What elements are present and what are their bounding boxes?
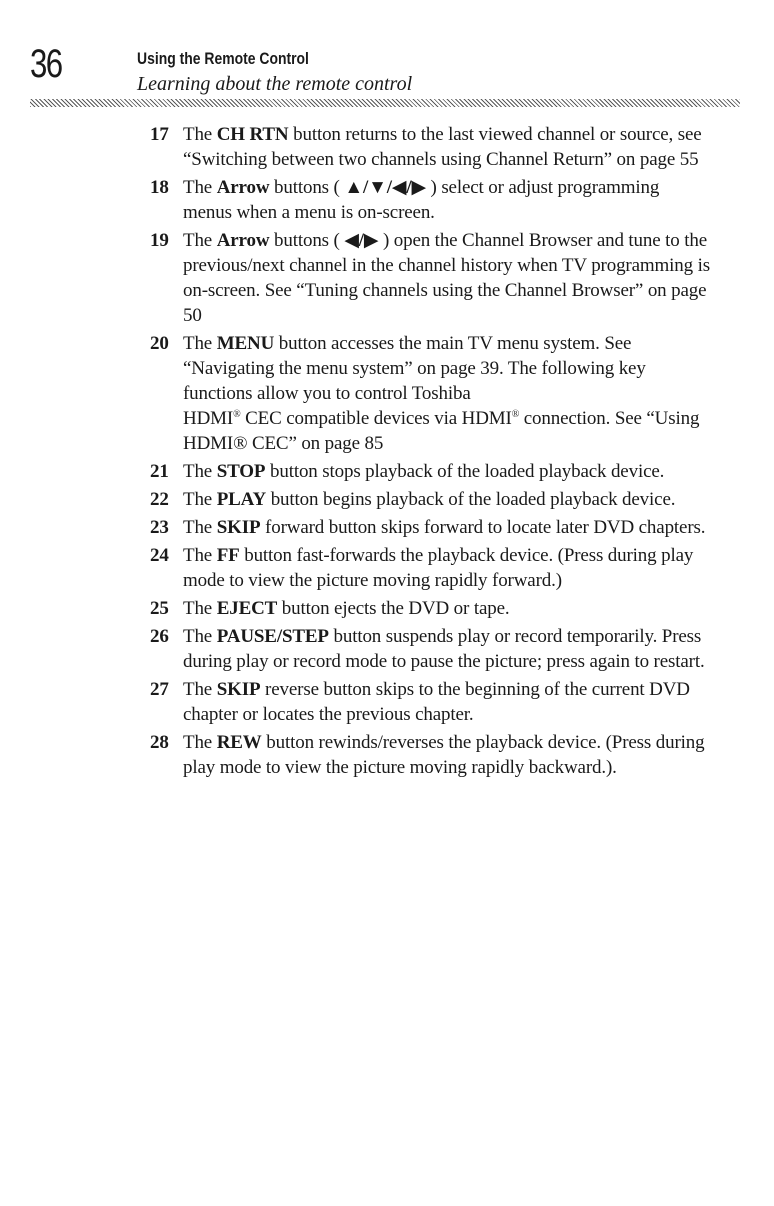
item-number: 18 (150, 177, 169, 198)
section-subtitle: Learning about the remote control (137, 73, 413, 95)
item-text (183, 489, 675, 510)
bold-term: REW (216, 732, 262, 753)
bold-term: SKIP (216, 517, 261, 538)
item-text (183, 124, 702, 170)
bold-term: ▲/▼/◀/▶ (344, 177, 426, 198)
text-run: The (183, 489, 217, 510)
item-number: 17 (150, 124, 169, 145)
text-run: reverse button skips to the beginning of the current DVD chapter or locates the previous chapter. (183, 679, 690, 725)
item-number: 21 (150, 461, 169, 482)
bold-term: SKIP (216, 679, 261, 700)
list-item (150, 624, 710, 674)
bold-term: MENU (216, 333, 275, 354)
text-run: The (183, 598, 217, 619)
bold-term: PLAY (216, 489, 267, 510)
item-number: 28 (150, 732, 169, 753)
item-number: 24 (150, 545, 169, 566)
text-run: button rewinds/reverses the playback device. (Press during play mode to view the picture moving rapidly backward.). (183, 732, 705, 778)
list-item (150, 175, 710, 225)
section-title: Using the Remote Control (137, 49, 309, 68)
bold-term: ◀/▶ (344, 230, 379, 251)
text-run: The (183, 626, 217, 647)
item-number: 20 (150, 333, 169, 354)
bold-term: CH RTN (216, 124, 289, 145)
item-text (183, 732, 704, 778)
item-text (183, 598, 509, 619)
text-run: buttons ( (269, 177, 345, 198)
item-text (183, 333, 699, 454)
page-number: 36 (30, 42, 62, 86)
list-item (150, 730, 710, 780)
text-run: button returns to the last viewed channel or source, see “Switching between two channels using Channel Return” on page 55 (183, 124, 702, 170)
item-number: 27 (150, 679, 169, 700)
text-run: CEC compatible devices via HDMI (240, 408, 512, 429)
item-number: 25 (150, 598, 169, 619)
item-number: 26 (150, 626, 169, 647)
list-item (150, 459, 710, 484)
item-text (183, 626, 705, 672)
item-number: 22 (150, 489, 169, 510)
page-header (30, 44, 740, 100)
list-item (150, 677, 710, 727)
text-run: connection. See “Using HDMI® CEC” on page 85 (183, 408, 700, 454)
text-run: ) select or adjust programming menus when a menu is on-screen. (183, 177, 660, 223)
text-run: button fast-forwards the playback device. (Press during play mode to view the picture moving rapidly forward.) (183, 545, 694, 591)
text-run: The (183, 333, 217, 354)
item-text (183, 177, 659, 223)
text-run: The (183, 230, 217, 251)
text-run: button begins playback of the loaded playback device. (266, 489, 676, 510)
item-text (183, 545, 693, 591)
text-run: The (183, 679, 217, 700)
registered-mark: ® (511, 409, 520, 420)
text-run: The (183, 545, 217, 566)
list-item (150, 543, 710, 593)
text-run: button accesses the main TV menu system. See “Navigating the menu system” on page 39. The following key functions allow you to control Toshiba (183, 333, 646, 404)
text-run: The (183, 732, 217, 753)
text-run: The (183, 517, 217, 538)
bold-term: STOP (216, 461, 266, 482)
text-run: The (183, 177, 217, 198)
bold-term: Arrow (216, 177, 270, 198)
text-run: HDMI (183, 408, 234, 429)
text-run: button stops playback of the loaded playback device. (265, 461, 665, 482)
text-run: button suspends play or record temporarily. Press during play or record mode to pause the picture; press again to restart. (183, 626, 705, 672)
list-item (150, 596, 710, 621)
text-run: forward button skips forward to locate later DVD chapters. (260, 517, 706, 538)
header-divider (30, 99, 740, 107)
button-description-list (150, 122, 710, 783)
text-run: buttons ( (269, 230, 345, 251)
item-text (183, 679, 690, 725)
text-run: ) open the Channel Browser and tune to the previous/next channel in the channel history when TV programming is on-screen. See “Tuning channels using the Channel Browser” on page 50 (183, 230, 710, 326)
registered-mark: ® (233, 409, 241, 420)
bold-term: FF (216, 545, 240, 566)
text-run: The (183, 461, 217, 482)
item-text (183, 517, 705, 538)
list-item (150, 515, 710, 540)
list-item (150, 487, 710, 512)
text-run: button ejects the DVD or tape. (277, 598, 510, 619)
list-item (150, 228, 710, 328)
item-text (183, 230, 710, 326)
bold-term: EJECT (216, 598, 278, 619)
bold-term: Arrow (216, 230, 270, 251)
list-item (150, 331, 710, 456)
item-number: 23 (150, 517, 169, 538)
text-run: The (183, 124, 217, 145)
item-text (183, 461, 664, 482)
bold-term: PAUSE/STEP (216, 626, 329, 647)
item-number: 19 (150, 230, 169, 251)
list-item (150, 122, 710, 172)
